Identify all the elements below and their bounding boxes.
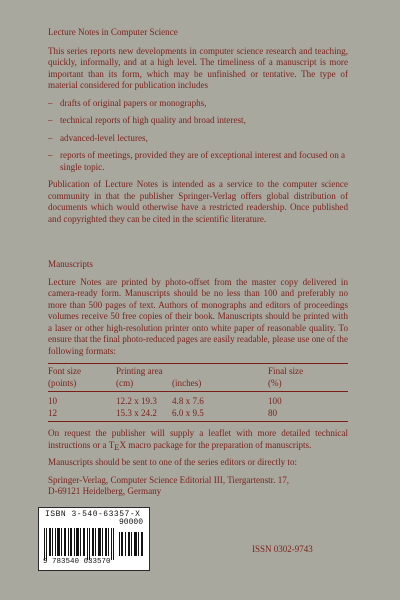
table-row: 12 15.3 x 24.2 6.0 x 9.5 80 bbox=[48, 408, 348, 422]
ean-number: 9 783540 633570 bbox=[43, 558, 111, 566]
price-addon: 90000 bbox=[119, 518, 144, 527]
barcode bbox=[38, 507, 150, 571]
dash-bullet: – bbox=[48, 97, 53, 108]
dash-bullet: – bbox=[48, 115, 53, 125]
section-gap bbox=[48, 231, 348, 259]
list-item: – reports of meetings, provided they are of exceptional interest and focused on a single topic. bbox=[48, 150, 346, 172]
series-title: Lecture Notes in Computer Science bbox=[48, 27, 178, 37]
dash-bullet: – bbox=[48, 132, 53, 143]
list-item: – advanced-level lectures, bbox=[48, 132, 148, 143]
address-line: Springer-Verlag, Computer Science Editorial III, Tiergartenstr. 17, bbox=[48, 474, 290, 485]
list-item: – technical reports of high quality and broad interest, bbox=[48, 115, 246, 125]
table-subheader: (cm) bbox=[116, 378, 172, 392]
list-item: – drafts of original papers or monographs, bbox=[48, 97, 207, 108]
table-header: Printing area bbox=[116, 364, 268, 378]
manuscripts-title: Manuscripts bbox=[48, 259, 93, 269]
format-table bbox=[48, 363, 348, 422]
series-intro: This series reports new developments in computer science research and teaching, quickly, informally, and at a high level. The timeliness of a manuscript is more important than its form, which may be unfinished or tentative. The type of material considered for publication includes bbox=[48, 45, 348, 90]
table-row: 10 12.2 x 19.3 4.8 x 7.6 100 bbox=[48, 396, 282, 406]
isbn-text: ISBN 3-540-63357-X bbox=[45, 510, 141, 519]
table-header: Final size bbox=[268, 364, 348, 378]
table-subheader: (points) bbox=[48, 378, 116, 392]
table-header: Font size bbox=[48, 364, 116, 378]
tex-logo-e: E bbox=[114, 441, 120, 452]
table-subheader: (%) bbox=[268, 378, 348, 392]
manuscripts-body: Lecture Notes are printed by photo-offset from the master copy delivered in camera-ready form. Manuscripts should be no less than 100 and preferably no more than 500 pages of text. Authors of monographs and editors of proceedings volumes receive 50 free copies of their book. Manuscripts should be printed with a laser or other high-resolution printer onto white paper of reasonable quality. To ensure that the final photo-reduced pages are easily readable, please use one of the following formats: bbox=[48, 276, 348, 356]
material-list bbox=[48, 98, 348, 174]
leaflet-request: On request the publisher will supply a leaflet with more detailed technical instructions or a TEX macro package for the preparation of manuscripts. bbox=[48, 428, 348, 452]
table-subheader: (inches) bbox=[172, 378, 268, 392]
issn-number: ISSN 0302-9743 bbox=[252, 544, 313, 554]
page-content bbox=[48, 27, 348, 498]
barcode-bars-icon bbox=[43, 528, 145, 560]
address-line: D-69121 Heidelberg, Germany bbox=[48, 486, 162, 496]
dash-bullet: – bbox=[48, 150, 53, 160]
publication-note: Publication of Lecture Notes is intended as a service to the computer science community in that the publisher Springer-Verlag offers global distribution of documents which would otherwise have a restricted readership. Once published and copyrighted they can be cited in the scientific literature. bbox=[48, 179, 348, 224]
send-instructions: Manuscripts should be sent to one of the series editors or directly to: bbox=[48, 457, 298, 467]
